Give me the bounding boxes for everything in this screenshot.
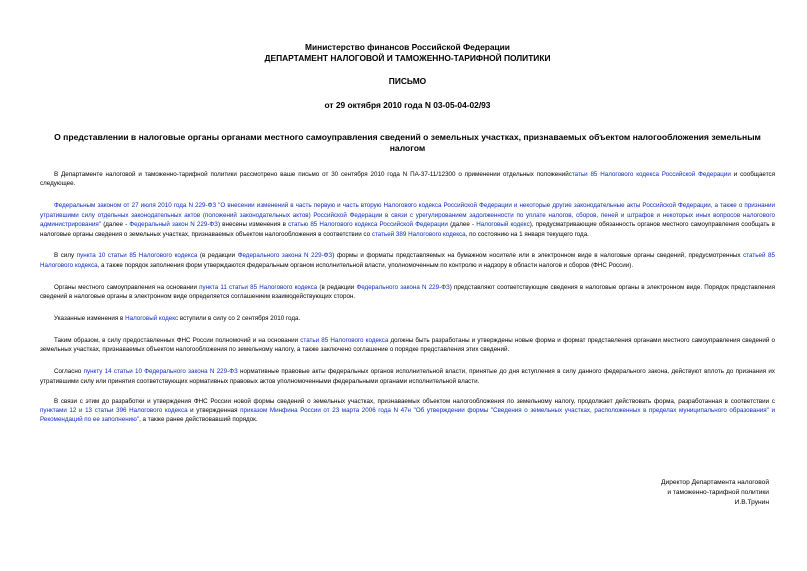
department-name: ДЕПАРТАМЕНТ НАЛОГОВОЙ И ТАМОЖЕННО-ТАРИФНОЙ ПОЛИТИКИ <box>264 52 551 63</box>
text: , а также порядок заполнения форм утверждаются федеральным органом исполнительной власти, уполномоченным по контролю и надзору в области налогов и сборов (ФНС России). <box>97 261 634 269</box>
text: Органы местного самоуправления на основании <box>54 283 200 291</box>
paragraph-6 <box>40 336 775 355</box>
paragraph-3 <box>40 251 775 270</box>
paragraph-1 <box>40 170 775 189</box>
link-minfin-order-47n[interactable]: приказом Минфина России от 23 марта 2006 года N 47н "Об утверждении формы "Сведения о земельных участках, расположенных в пределах муниципального образования" и Рекомендаций по ее заполнению" <box>40 407 775 424</box>
link-article-85[interactable]: статьей 85 Налогового кодекса <box>40 252 775 269</box>
link-article-85[interactable]: статью 85 Налогового кодекса Российской Федерации <box>288 221 448 229</box>
text: вступили в силу со 2 сентября 2010 года. <box>178 315 301 323</box>
link-federal-law-229-short[interactable]: Федерального закона N 229-ФЗ <box>356 283 450 291</box>
link-federal-law-229-short[interactable]: Федеральный закон N 229-ФЗ <box>129 221 218 229</box>
text: ), предусматривающие обязанность органов местного самоуправления сообщать в налоговые органы сведения о земельных участках, признаваемых объектом налогообложения в соответствии со <box>40 221 775 238</box>
text: (в редакции <box>197 252 238 260</box>
text: ) внесены изменения в <box>217 221 289 229</box>
document-title: О представлении в налоговые органы органами местного самоуправления сведений о земельных участках, признаваемых объектом налогообложения земельным налогом <box>54 132 761 153</box>
text: и утвержденная <box>187 407 241 414</box>
document-body <box>40 170 775 425</box>
text: Указанные изменения в <box>54 315 126 323</box>
text: (далее - <box>447 221 477 229</box>
link-article-389[interactable]: статьей 389 Налогового кодекса <box>371 230 466 238</box>
paragraph-4 <box>40 283 775 302</box>
link-tax-code[interactable]: Налоговый кодекс <box>476 221 530 229</box>
signature-block <box>661 478 769 509</box>
text: ) формы и форматы представляемых на бумажном носителе или в электронном виде в налоговые органы сведений, предусмотренных <box>332 252 744 260</box>
paragraph-2 <box>40 201 775 239</box>
text: ) представляют соответствующие сведения в налоговые органы в электронном виде. Порядок представления сведений в налоговые органы в электронном виде определяется соглашением взаимодействующих сторон. <box>40 283 775 301</box>
document-date-number: от 29 октября 2010 года N 03-05-04-02/93 <box>324 99 491 110</box>
link-law-229-article-10[interactable]: пункту 14 статьи 10 Федерального закона N 229-ФЗ <box>83 368 238 376</box>
link-article-85[interactable]: статьи 85 Налогового кодекса <box>300 336 389 344</box>
paragraph-5 <box>40 314 775 323</box>
ministry-name: Министерство финансов Российской Федерации <box>305 42 510 52</box>
text: В силу <box>54 252 77 260</box>
link-article-85-p10[interactable]: пункта 10 статьи 85 Налогового кодекса <box>76 252 198 260</box>
link-article-85-p11[interactable]: пункта 11 статьи 85 Налогового кодекса <box>199 283 318 291</box>
text: нормативные правовые акты федеральных органов исполнительной власти, принятые до дня вступления в силу данного федерального закона, действуют вплоть до признания их утратившими силу или принятия соответствующих нормативных правовых актов уполномоченными федеральными органами исполнительной власти. <box>40 368 775 385</box>
link-federal-law-229[interactable]: Федеральным законом от 27 июля 2010 года N 229-ФЗ "О внесении изменений в часть первую и часть вторую Налогового кодекса Российской Федерации и некоторые другие законодательные акты Российской Федерации, а также о признании утратившими силу отдельных законодательных актов (положений законодательных актов) Российской Федерации в связи с урегулированием задолженности по уплате налогов, сборов, пеней и штрафов и некоторых иных вопросов налогового администрирования" <box>40 202 775 229</box>
signature-name: И.В.Трунин <box>734 499 769 507</box>
text: , а также ранее действовавший порядок. <box>139 416 258 424</box>
text: Согласно <box>54 368 84 376</box>
link-article-396[interactable]: пунктами 12 и 13 статьи 396 Налогового кодекса <box>40 407 188 414</box>
paragraph-7 <box>40 367 775 386</box>
text: и сообщается следующее. <box>40 171 775 188</box>
text: В связи с этим до разработки и утверждения ФНС России новой формы сведений о земельных участках, признаваемых объектом налогообложения по земельному налогу, продолжает действовать форма, разработанная в соответствии с <box>54 397 775 405</box>
paragraph-8 <box>40 397 775 425</box>
link-article-85[interactable]: статьи 85 Налогового кодекса Российской Федерации <box>568 171 731 178</box>
signature-position-line-2: и таможенно-тарифной политики <box>667 489 769 497</box>
text: В Департаменте налоговой и таможенно-тарифной политики рассмотрено ваше письмо от 30 сентября 2010 года N ПА-37-11/12300 о применении отдельных положений <box>54 171 569 178</box>
text: , по состоянию на 1 января текущего года. <box>465 230 589 238</box>
text: должны быть разработаны и утверждены новые форма и формат представления органами местного самоуправления сведений о земельных участках, признаваемых объектом налогообложения по земельному налогу, а также заключено соглашение о порядке представления этих сведений. <box>40 336 775 354</box>
link-tax-code[interactable]: Налоговый кодекс <box>125 315 179 323</box>
text: Таким образом, в силу предоставленных ФНС России полномочий и на основании <box>54 336 301 344</box>
signature-position-line-1: Директор Департамента налоговой <box>661 479 769 486</box>
document-type: ПИСЬМО <box>388 76 427 86</box>
link-federal-law-229-short[interactable]: Федерального закона N 229-ФЗ <box>237 252 333 260</box>
text: (в редакции <box>317 283 357 291</box>
text: (далее - <box>101 221 130 229</box>
